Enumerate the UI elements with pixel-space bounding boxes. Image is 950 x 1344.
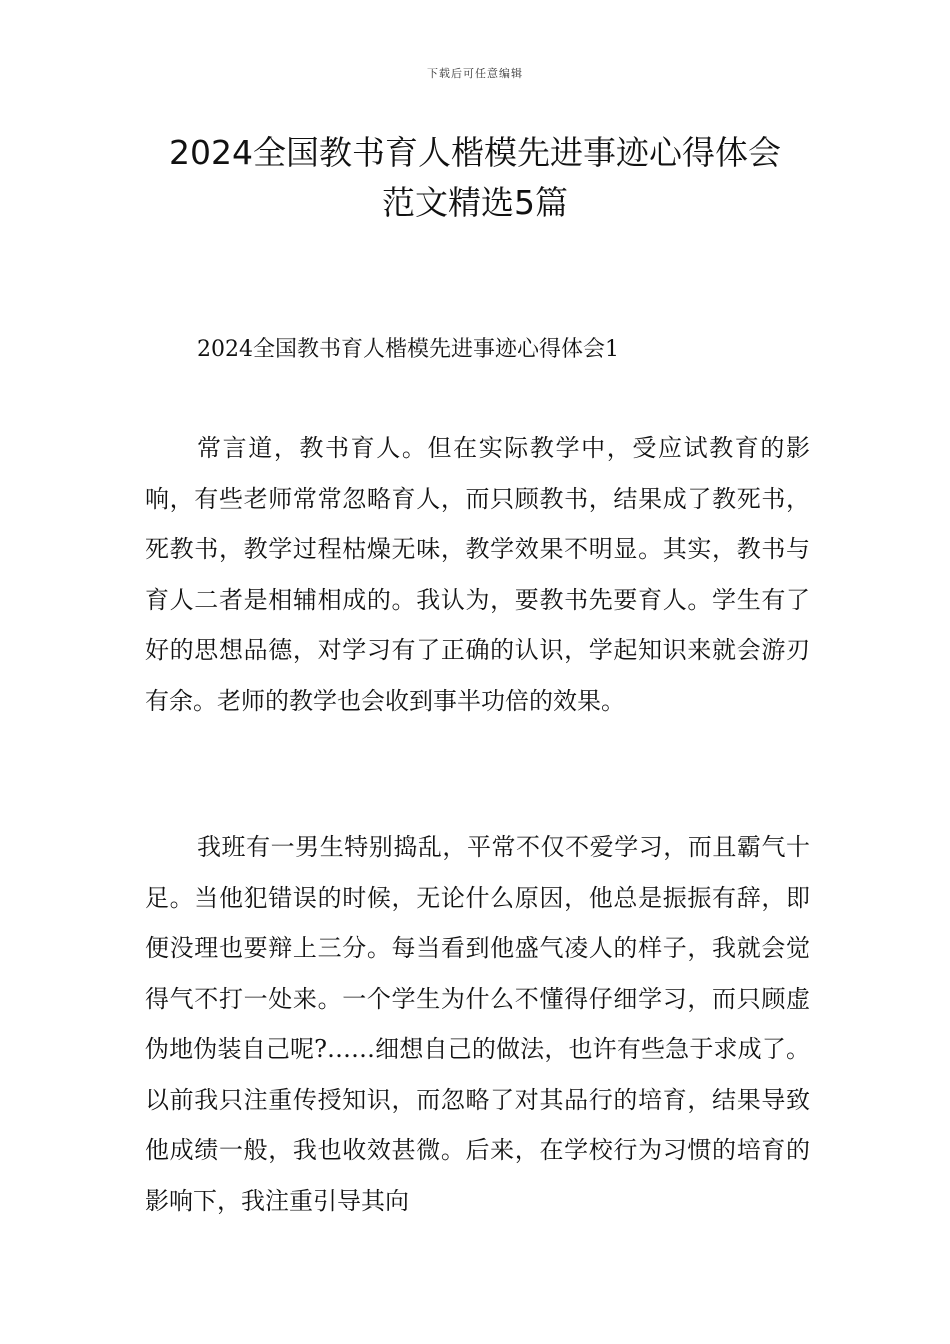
- title-line-2: 范文精选5篇: [382, 183, 568, 222]
- page-title: [100, 128, 850, 228]
- paragraph-2: 我班有一男生特别捣乱，平常不仅不爱学习，而且霸气十足。当他犯错误的时候，无论什么原因，他总是振振有辞，即便没理也要辩上三分。每当看到他盛气凌人的样子，我就会觉得气不打一处来。一个学生为什么不懂得仔细学习，而只顾虚伪地伪装自己呢?……细想自己的做法，也许有些急于求成了。以前我只注重传授知识，而忽略了对其品行的培育，结果导致他成绩一般，我也收效甚微。后来，在学校行为习惯的培育的影响下，我注重引导其向: [145, 833, 810, 1215]
- section-heading: 2024全国教书育人楷模先进事迹心得体会1: [197, 337, 619, 362]
- title-line-1: 2024全国教书育人楷模先进事迹心得体会: [169, 133, 781, 172]
- header-note: 下载后可任意编辑: [427, 67, 523, 80]
- paragraph-1: 常言道，教书育人。但在实际教学中，受应试教育的影响，有些老师常常忽略育人，而只顾教书，结果成了教死书，死教书，教学过程枯燥无味，教学效果不明显。其实，教书与育人二者是相辅相成的。我认为，要教书先要育人。学生有了好的思想品德，对学习有了正确的认识，学起知识来就会游刃有余。老师的教学也会收到事半功倍的效果。: [145, 434, 810, 715]
